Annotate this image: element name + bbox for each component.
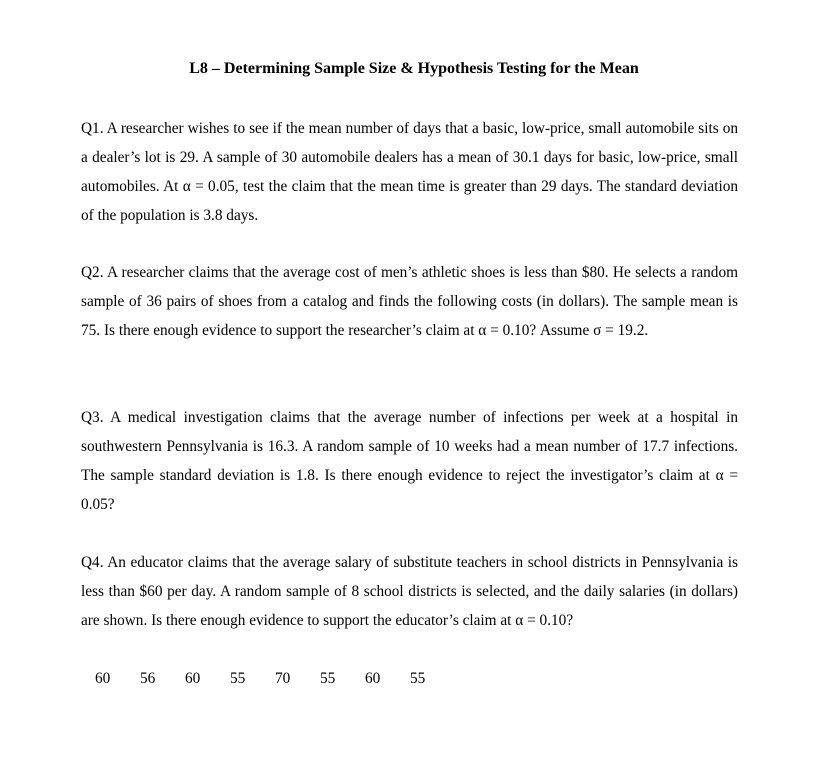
question-3: Q3. A medical investigation claims that the average number of infections per week at a hospital in southwestern Pennsylvania is 16.3. A random sample of 10 weeks had a mean number of 17.7 infections. The sample standard deviation is 1.8. Is there enough evidence to reject the investigator’s claim at α = 0.05?: [81, 409, 738, 513]
salary-value: 60: [95, 670, 111, 687]
salary-value: 56: [140, 670, 156, 687]
salary-values: [0, 668, 828, 690]
salary-value: 55: [410, 670, 426, 687]
salary-value: 60: [185, 670, 201, 687]
salary-value: 55: [230, 670, 246, 687]
salary-value: 55: [320, 670, 336, 687]
salary-value: 60: [365, 670, 381, 687]
salary-value: 70: [275, 670, 291, 687]
question-2: Q2. A researcher claims that the average cost of men’s athletic shoes is less than $80. He selects a random sample of 36 pairs of shoes from a catalog and finds the following costs (in dollars). The sample mean is 75. Is there enough evidence to support the researcher’s claim at α = 0.10? Assume σ = 19.2.: [81, 264, 738, 339]
document-title: L8 – Determining Sample Size & Hypothesis Testing for the Mean: [189, 60, 639, 77]
question-1: Q1. A researcher wishes to see if the mean number of days that a basic, low-price, small automobile sits on a dealer’s lot is 29. A sample of 30 automobile dealers has a mean of 30.1 days for basic, low-price, small automobiles. At α = 0.05, test the claim that the mean time is greater than 29 days. The standard deviation of the population is 3.8 days.: [81, 120, 738, 224]
question-4: Q4. An educator claims that the average salary of substitute teachers in school districts in Pennsylvania is less than $60 per day. A random sample of 8 school districts is selected, and the daily salaries (in dollars) are shown. Is there enough evidence to support the educator’s claim at α = 0.10?: [81, 554, 738, 629]
